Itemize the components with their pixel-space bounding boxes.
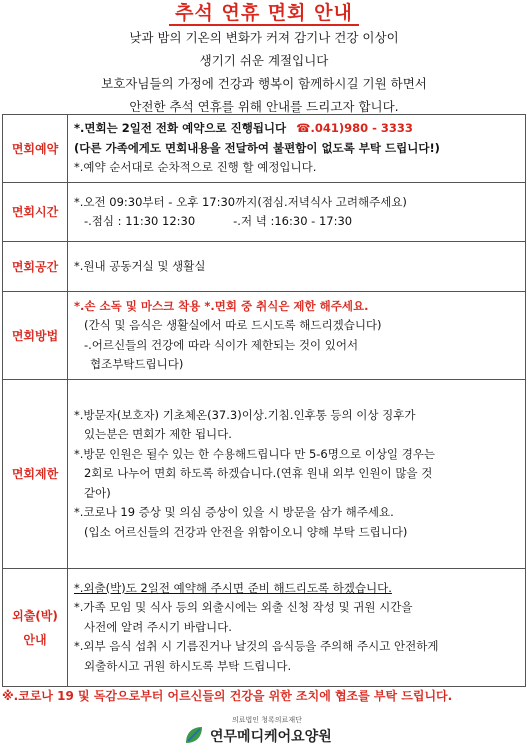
restriction-line-1: *.방문자(보호자) 기초체온(37.3)이상.기침.인후통 등의 이상 징후가 xyxy=(74,407,416,422)
outing-line-1: *.외출(박)도 2일전 예약해 주시면 준비 해드리도록 하겠습니다. xyxy=(74,580,392,595)
method-line-3: -.어르신들의 건강에 따라 식이가 제한되는 것이 있어서 xyxy=(84,337,359,352)
label-time: 면회시간 xyxy=(3,183,68,242)
row-method xyxy=(3,292,526,380)
outing-line-2: *.가족 모임 및 식사 등의 외출시에는 외출 신청 작성 및 귀원 시간을 xyxy=(74,600,413,615)
reservation-line-3: *.예약 순서대로 순차적으로 진행 할 예정입니다. xyxy=(74,160,317,175)
label-outing-2: 안내 xyxy=(23,632,47,647)
intro-line: 보호자님들의 가정에 건강과 행복이 함께하시길 기원 하면서 xyxy=(101,76,427,91)
outing-line-4: *.외부 음식 섭취 시 기름진거나 날것의 음식등을 주의해 주시고 안전하게 xyxy=(74,639,439,654)
label-restriction: 면회제한 xyxy=(3,380,68,569)
restriction-line-4: 2회로 나누어 면회 하도록 하겠습니다.(연휴 원내 외부 인원이 많을 것 xyxy=(84,466,433,481)
space-line-1: *.원내 공동거실 및 생활실 xyxy=(74,258,206,273)
page-title-text: 추석 연휴 면회 안내 xyxy=(169,2,359,26)
label-reservation: 면회예약 xyxy=(3,115,68,183)
page-title xyxy=(0,2,528,26)
footer-notice: ※.코로나 19 및 독감으로부터 어르신들의 건강을 위한 조치에 협조를 부탁 드립니다. xyxy=(2,689,453,703)
outing-line-5: 외출하시고 귀원 하시도록 부탁 드립니다. xyxy=(84,658,292,673)
restriction-line-2: 있는분은 면회가 제한 됩니다. xyxy=(84,427,232,442)
reservation-line-2: (다른 가족에게도 면회내용을 전달하여 불편함이 없도록 부탁 드립니다!) xyxy=(74,140,440,155)
method-line-1: *.손 소독 및 마스크 착용 *.면회 중 취식은 제한 해주세요. xyxy=(74,298,369,313)
organization-name: 연무메디케어요양원 xyxy=(210,729,332,745)
leaf-logo-icon xyxy=(182,723,206,747)
time-dinner: -.저 녁 :16:30 - 17:30 xyxy=(233,214,353,228)
method-line-2: (간식 및 음식은 생활실에서 따로 드시도록 해드리겠습니다) xyxy=(84,318,382,332)
phone-number: ☎.041)980 - 3333 xyxy=(296,121,413,136)
time-line-1: *.오전 09:30부터 - 오후 17:30까지(점심.저녁식사 고려해주세요) xyxy=(74,194,407,209)
reservation-line-1: *.면회는 2일전 전화 예약으로 진행됩니다 xyxy=(74,121,287,136)
label-outing-1: 외출(박) xyxy=(12,608,58,623)
intro-line: 낮과 밤의 기온의 변화가 커져 감기나 건강 이상이 xyxy=(129,30,399,45)
label-method: 면회방법 xyxy=(3,292,68,380)
method-line-4: 협조부탁드립니다) xyxy=(90,357,184,371)
row-outing xyxy=(3,569,526,687)
time-lunch: -.점심 : 11:30 12:30 xyxy=(84,214,196,228)
label-outing xyxy=(3,569,68,687)
organization-subtitle: 의료법인 청록의료재단 xyxy=(232,716,302,724)
restriction-line-6: *.코로나 19 증상 및 의심 증상이 있을 시 방문을 삼가 해주세요. xyxy=(74,505,394,520)
restriction-line-3: *.방문 인원은 될수 있는 한 수용해드립니다 만 5-6명으로 이상일 경우는 xyxy=(74,446,436,461)
row-restriction xyxy=(3,380,526,569)
row-time xyxy=(3,183,526,242)
organization-footer xyxy=(0,713,528,753)
label-space: 면회공간 xyxy=(3,242,68,292)
intro-text xyxy=(0,26,528,118)
restriction-line-7: (입소 어르신들의 건강과 안전을 위함이오니 양해 부탁 드립니다) xyxy=(84,524,408,539)
outing-line-3: 사전에 알려 주시기 바랍니다. xyxy=(84,619,232,634)
visit-info-table xyxy=(2,114,526,687)
intro-line: 생기기 쉬운 계절입니다 xyxy=(199,53,329,68)
restriction-line-5: 같아) xyxy=(84,485,111,500)
intro-line: 안전한 추석 연휴를 위해 안내를 드리고자 합니다. xyxy=(129,99,399,114)
row-reservation xyxy=(3,115,526,183)
row-space xyxy=(3,242,526,292)
